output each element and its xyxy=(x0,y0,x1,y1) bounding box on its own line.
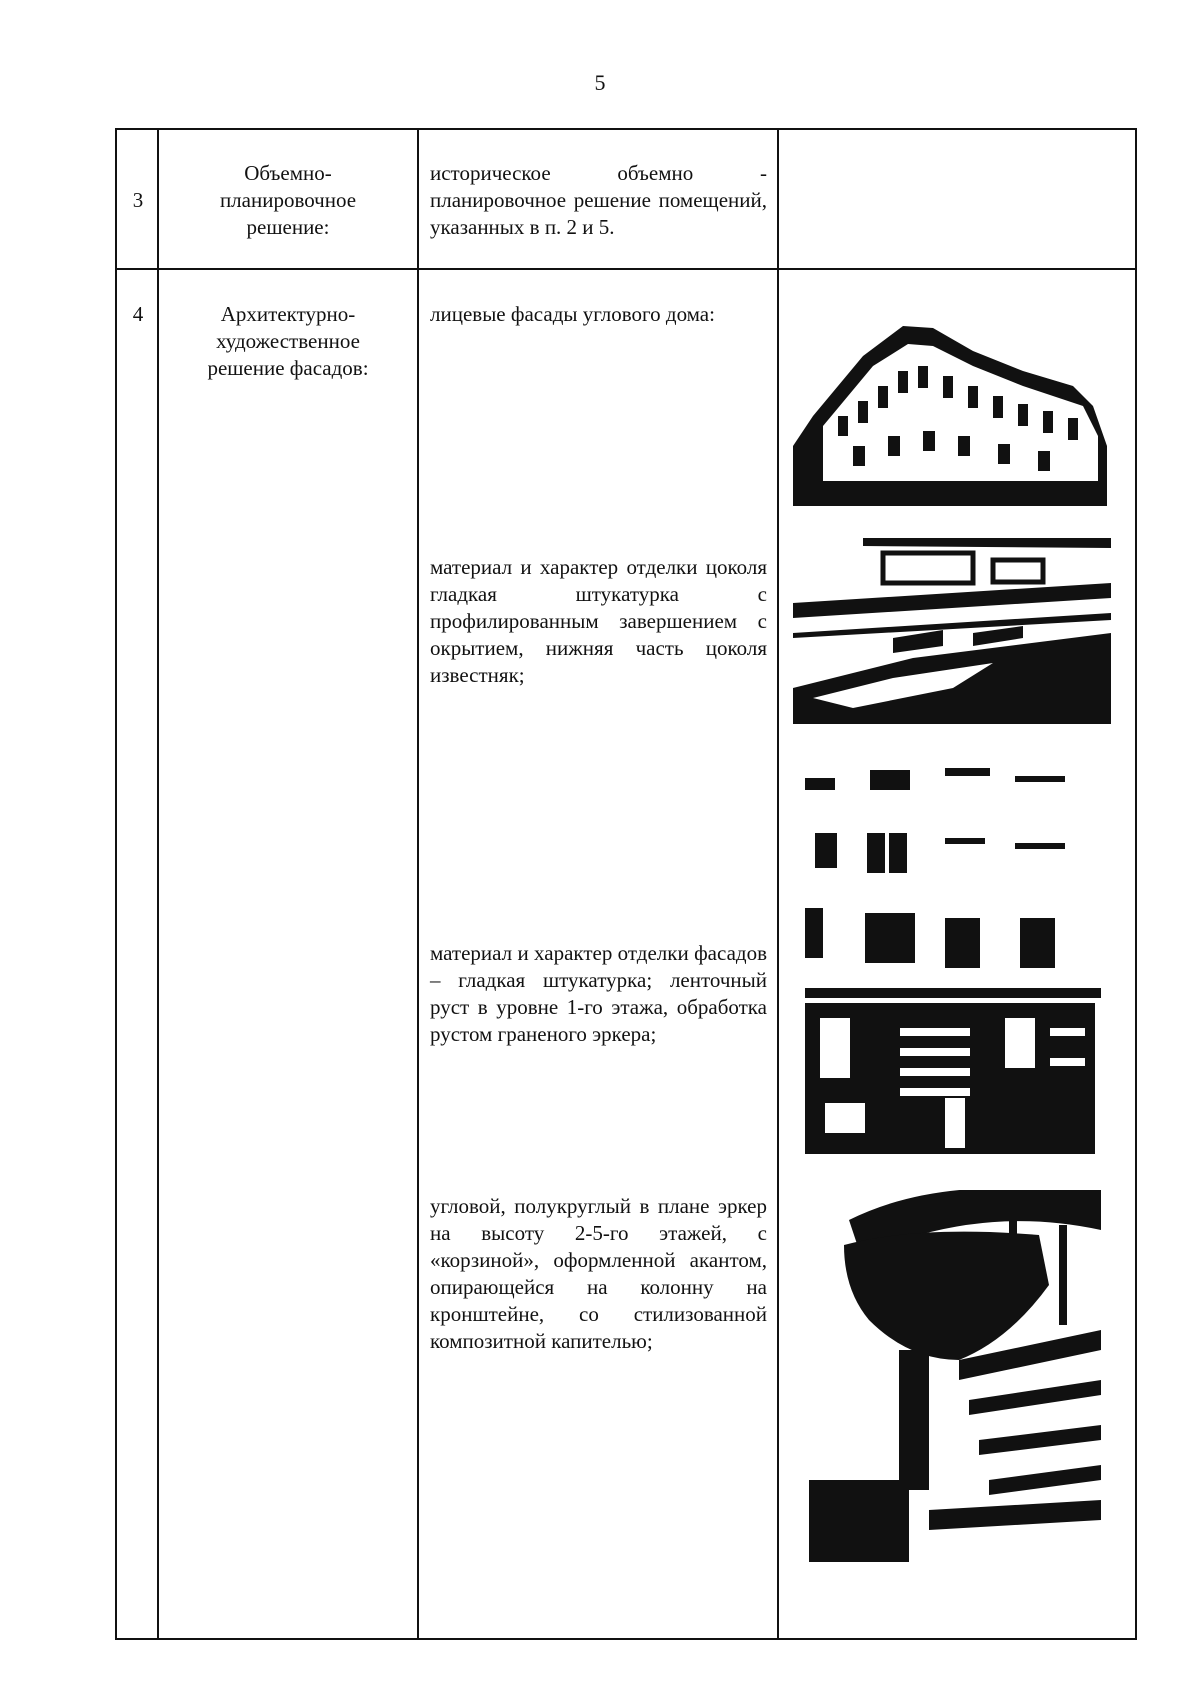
heritage-features-table xyxy=(115,128,1137,1640)
feature-description: материал и характер отделки цоколя гладкая штукатурка с профилированным завершением с окрытием, нижняя часть цоколя известняк; xyxy=(430,555,767,687)
feature-line: планировочное xyxy=(219,188,357,212)
facade-photo xyxy=(805,758,1101,1154)
plinth-photo xyxy=(793,538,1111,724)
feature-line: решение фасадов: xyxy=(207,356,369,380)
feature-name xyxy=(159,160,417,241)
row-divider xyxy=(117,268,1135,270)
feature-line: решение: xyxy=(246,215,330,239)
page-number: 5 xyxy=(594,70,606,95)
feature-description: лицевые фасады углового дома: xyxy=(430,302,715,326)
row-number: 3 xyxy=(132,188,144,212)
column-divider xyxy=(777,130,779,1638)
feature-line: Архитектурно- xyxy=(220,302,356,326)
feature-description: историческое объемно - планировочное решение помещений, указанных в п. 2 и 5. xyxy=(430,161,767,239)
column-divider xyxy=(417,130,419,1638)
feature-description: угловой, полукруглый в плане эркер на высоту 2-5-го этажей, с «корзиной», оформленной акантом, опирающейся на колонну на кронштейне, со стилизованной композитной капителью; xyxy=(430,1194,767,1353)
row-number: 4 xyxy=(132,302,144,326)
feature-line: Объемно- xyxy=(244,161,332,185)
feature-name xyxy=(159,301,417,382)
bay-window-photo xyxy=(809,1190,1101,1562)
feature-description: материал и характер отделки фасадов – гладкая штукатурка; ленточный руст в уровне 1-го этажа, обработка рустом граненого эркера; xyxy=(430,941,767,1046)
building-corner-photo xyxy=(793,296,1107,506)
feature-line: художественное xyxy=(216,329,360,353)
